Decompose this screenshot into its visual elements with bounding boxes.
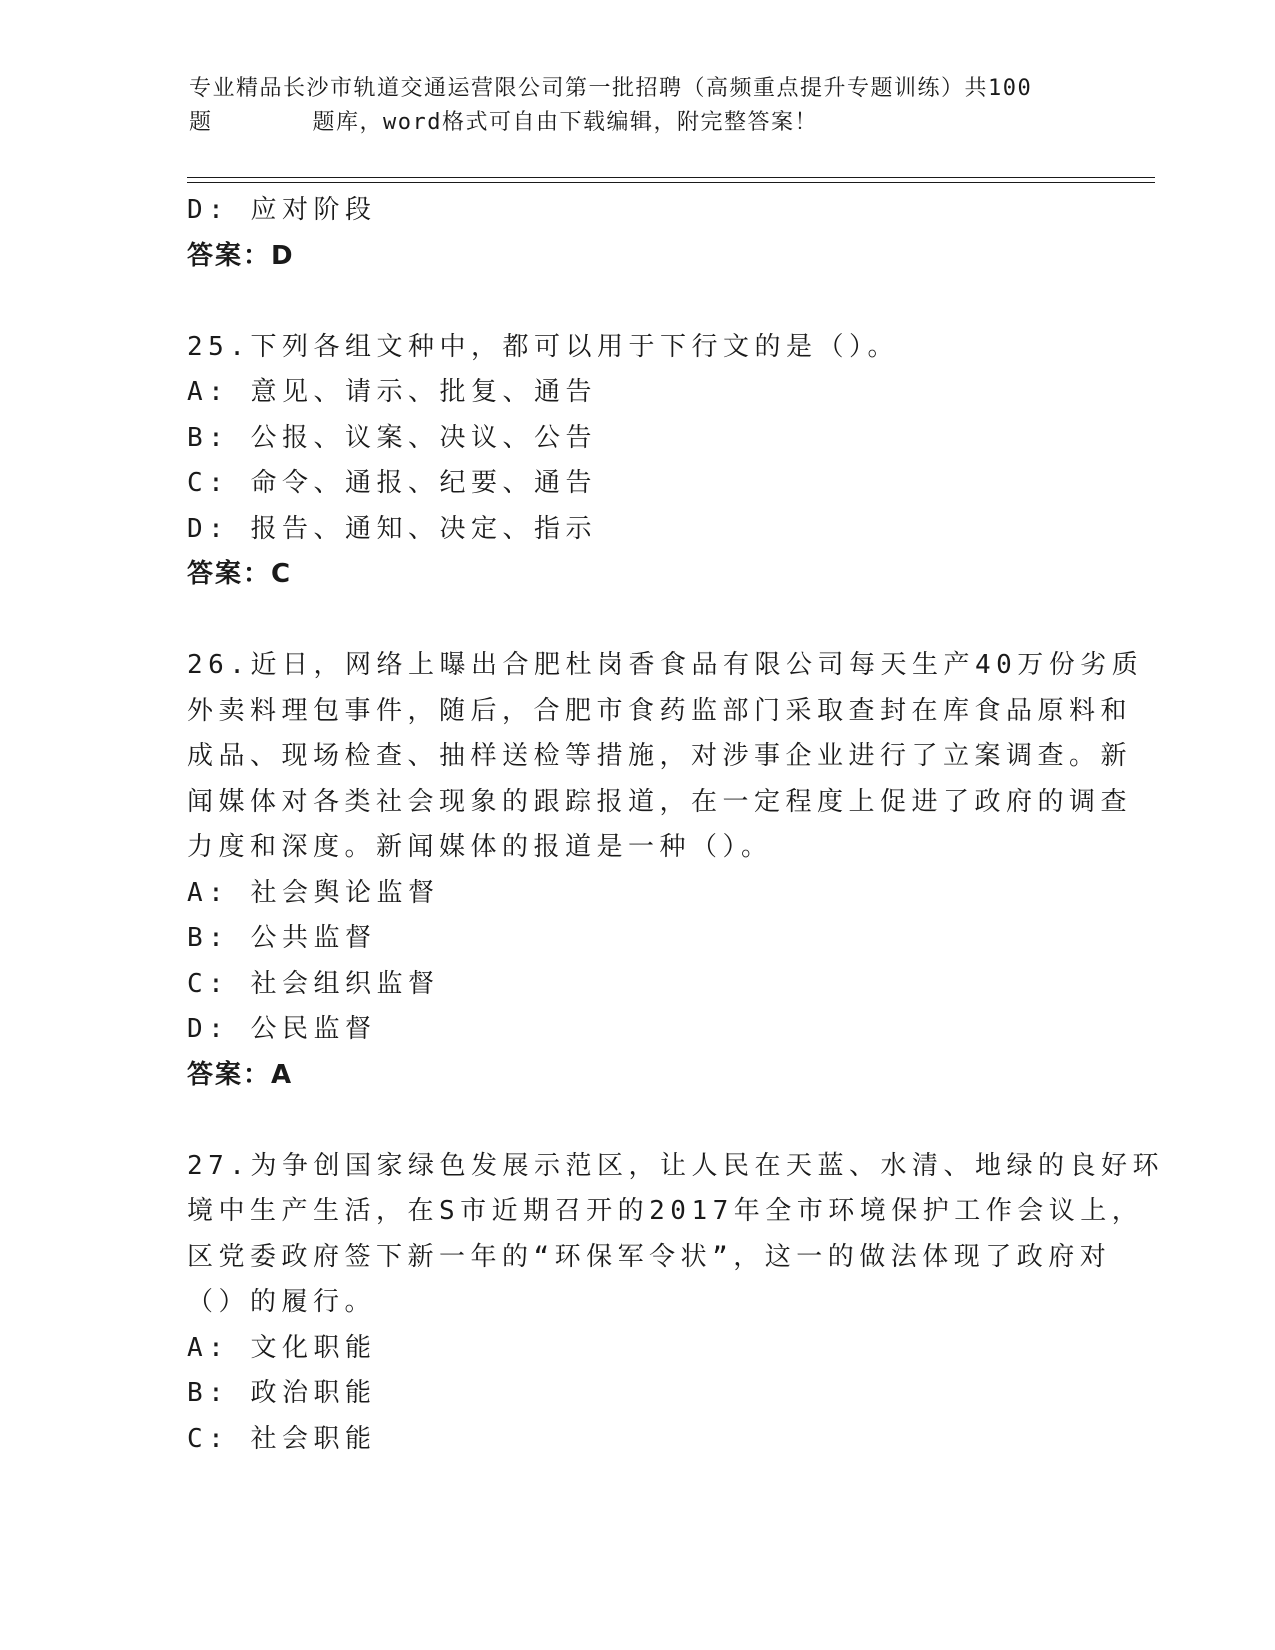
page-header [189,72,1089,140]
question-26 [187,643,1144,1098]
prev-option-d: D: 应对阶段 [187,195,377,225]
header-title-line2 [189,106,1089,140]
question-25 [187,325,1087,598]
option-b: B: 公共监督 [187,923,377,953]
option-c: C: 社会职能 [187,1423,377,1454]
answer: 答案：C [187,559,293,589]
answer: 答案：A [187,1059,294,1090]
question-stem-line: 境中生产生活，在S市近期召开的2017年全市环境保护工作会议上， [187,1196,1144,1226]
question-stem-line: （）的履行。 [187,1287,377,1317]
document-body [187,188,1164,1462]
option-c: C: 命令、通报、纪要、通告 [187,468,597,498]
header-divider-bottom [187,182,1155,183]
header-divider-top [187,177,1155,178]
option-b: B: 公报、议案、决议、公告 [187,422,597,453]
header-title-line1: 专业精品长沙市轨道交通运营限公司第一批招聘（高频重点提升专题训练）共100 [189,76,1033,101]
option-a: A: 文化职能 [187,1332,377,1363]
header-line2-left: 题 [189,110,213,135]
header-line2-right: 题库，word格式可自由下载编辑，附完整答案！ [312,110,818,135]
question-stem-line: 外卖料理包事件，随后，合肥市食药监部门采取查封在库食品原料和 [187,695,1133,726]
option-a: A: 意见、请示、批复、通告 [187,377,597,407]
prev-answer: 答案：D [187,240,295,271]
question-27 [187,1144,1164,1463]
option-b: B: 政治职能 [187,1378,377,1408]
question-stem-line: 25.下列各组文种中，都可以用于下行文的是（）。 [187,331,899,362]
question-stem-line: 27.为争创国家绿色发展示范区，让人民在天蓝、水清、地绿的良好环 [187,1150,1164,1181]
option-d: D: 报告、通知、决定、指示 [187,513,597,544]
option-c: C: 社会组织监督 [187,968,440,999]
option-d: D: 公民监督 [187,1014,377,1044]
question-stem-line: 26.近日，网络上曝出合肥杜岗香食品有限公司每天生产40万份劣质 [187,650,1144,680]
question-stem-line: 成品、现场检查、抽样送检等措施，对涉事企业进行了立案调查。新 [187,741,1133,771]
question-stem-line: 闻媒体对各类社会现象的跟踪报道，在一定程度上促进了政府的调查 [187,786,1133,817]
question-stem-line: 力度和深度。新闻媒体的报道是一种（）。 [187,832,773,862]
question-stem-line: 区党委政府签下新一年的“环保军令状”，这一的做法体现了政府对 [187,1241,1112,1272]
option-a: A: 社会舆论监督 [187,877,440,908]
